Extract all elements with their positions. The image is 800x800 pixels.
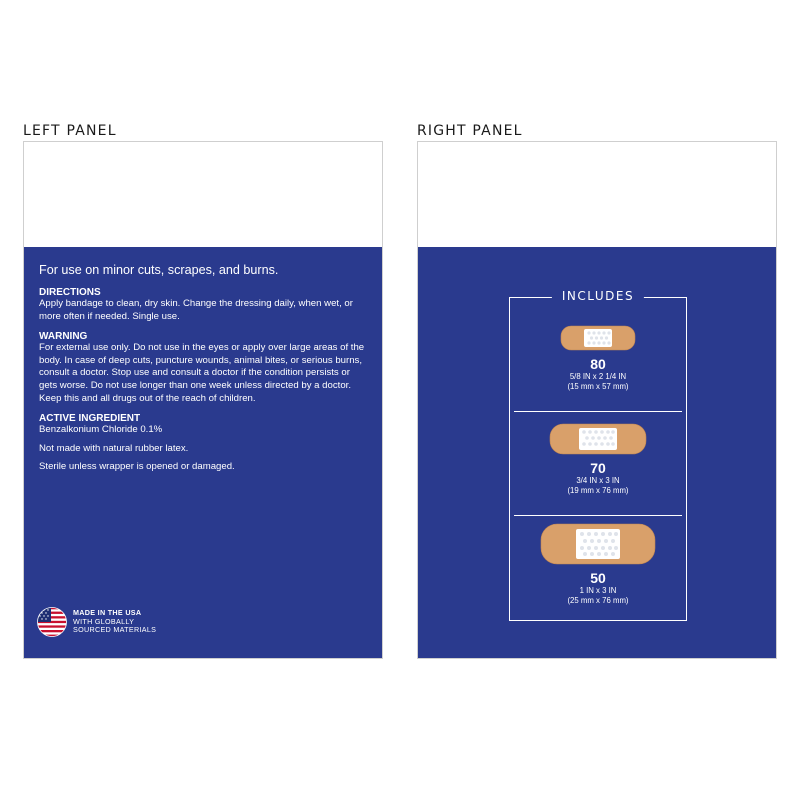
bandage-large-icon xyxy=(540,522,656,566)
bandage-item-small xyxy=(510,324,686,391)
bandage-item-medium xyxy=(510,422,686,495)
divider xyxy=(514,411,682,412)
left-panel xyxy=(23,141,383,659)
sterile-text: Sterile unless wrapper is opened or damaged. xyxy=(39,461,235,473)
made-line-3: SOURCED MATERIALS xyxy=(73,625,157,635)
latex-text: Not made with natural rubber latex. xyxy=(39,442,189,454)
includes-box xyxy=(509,289,687,621)
made-in-usa-badge xyxy=(37,607,156,637)
active-ingredient-heading: ACTIVE INGREDIENT xyxy=(39,413,141,425)
count-medium: 70 xyxy=(590,460,606,476)
size-in-small: 5/8 IN x 2 1/4 IN xyxy=(569,372,627,381)
count-large: 50 xyxy=(590,570,606,586)
warning-heading: WARNING xyxy=(39,331,88,343)
made-line-2: WITH GLOBALLY xyxy=(73,616,135,626)
right-panel-label: RIGHT PANEL xyxy=(417,123,523,139)
directions-text: Apply bandage to clean, dry skin. Change the dressing daily, when wet, or more often if needed. Single use. xyxy=(39,298,353,322)
includes-title: INCLUDES xyxy=(552,289,644,303)
usage-headline: For use on minor cuts, scrapes, and burns. xyxy=(39,263,279,277)
size-in-medium: 3/4 IN x 3 IN xyxy=(576,476,620,485)
bandage-medium-icon xyxy=(549,422,647,456)
bandage-small-icon xyxy=(560,324,636,352)
size-mm-medium: (19 mm x 76 mm) xyxy=(567,485,629,495)
divider xyxy=(514,515,682,516)
left-panel-label: LEFT PANEL xyxy=(23,123,117,139)
left-blue-area xyxy=(24,247,382,658)
count-small: 80 xyxy=(590,356,606,372)
warning-text: For external use only. Do not use in the eyes or apply over large areas of the body. In case of deep cuts, puncture wounds, animal bites, or serious burns, consult a doctor. Stop use and consult a doctor if the condition persists or gets worse. Do not use longer than one week unless directed by a doctor. Keep this and all drugs out of the reach of children. xyxy=(39,342,365,404)
bandage-item-large xyxy=(510,522,686,605)
right-panel xyxy=(417,141,777,659)
us-flag-icon xyxy=(37,607,67,637)
right-blue-area xyxy=(418,247,776,658)
size-mm-small: (15 mm x 57 mm) xyxy=(567,381,629,391)
directions-heading: DIRECTIONS xyxy=(39,287,101,298)
active-ingredient-text: Benzalkonium Chloride 0.1% xyxy=(39,424,163,436)
size-in-large: 1 IN x 3 IN xyxy=(579,586,617,595)
size-mm-large: (25 mm x 76 mm) xyxy=(567,595,629,605)
made-line-1: MADE IN THE USA xyxy=(73,608,142,618)
